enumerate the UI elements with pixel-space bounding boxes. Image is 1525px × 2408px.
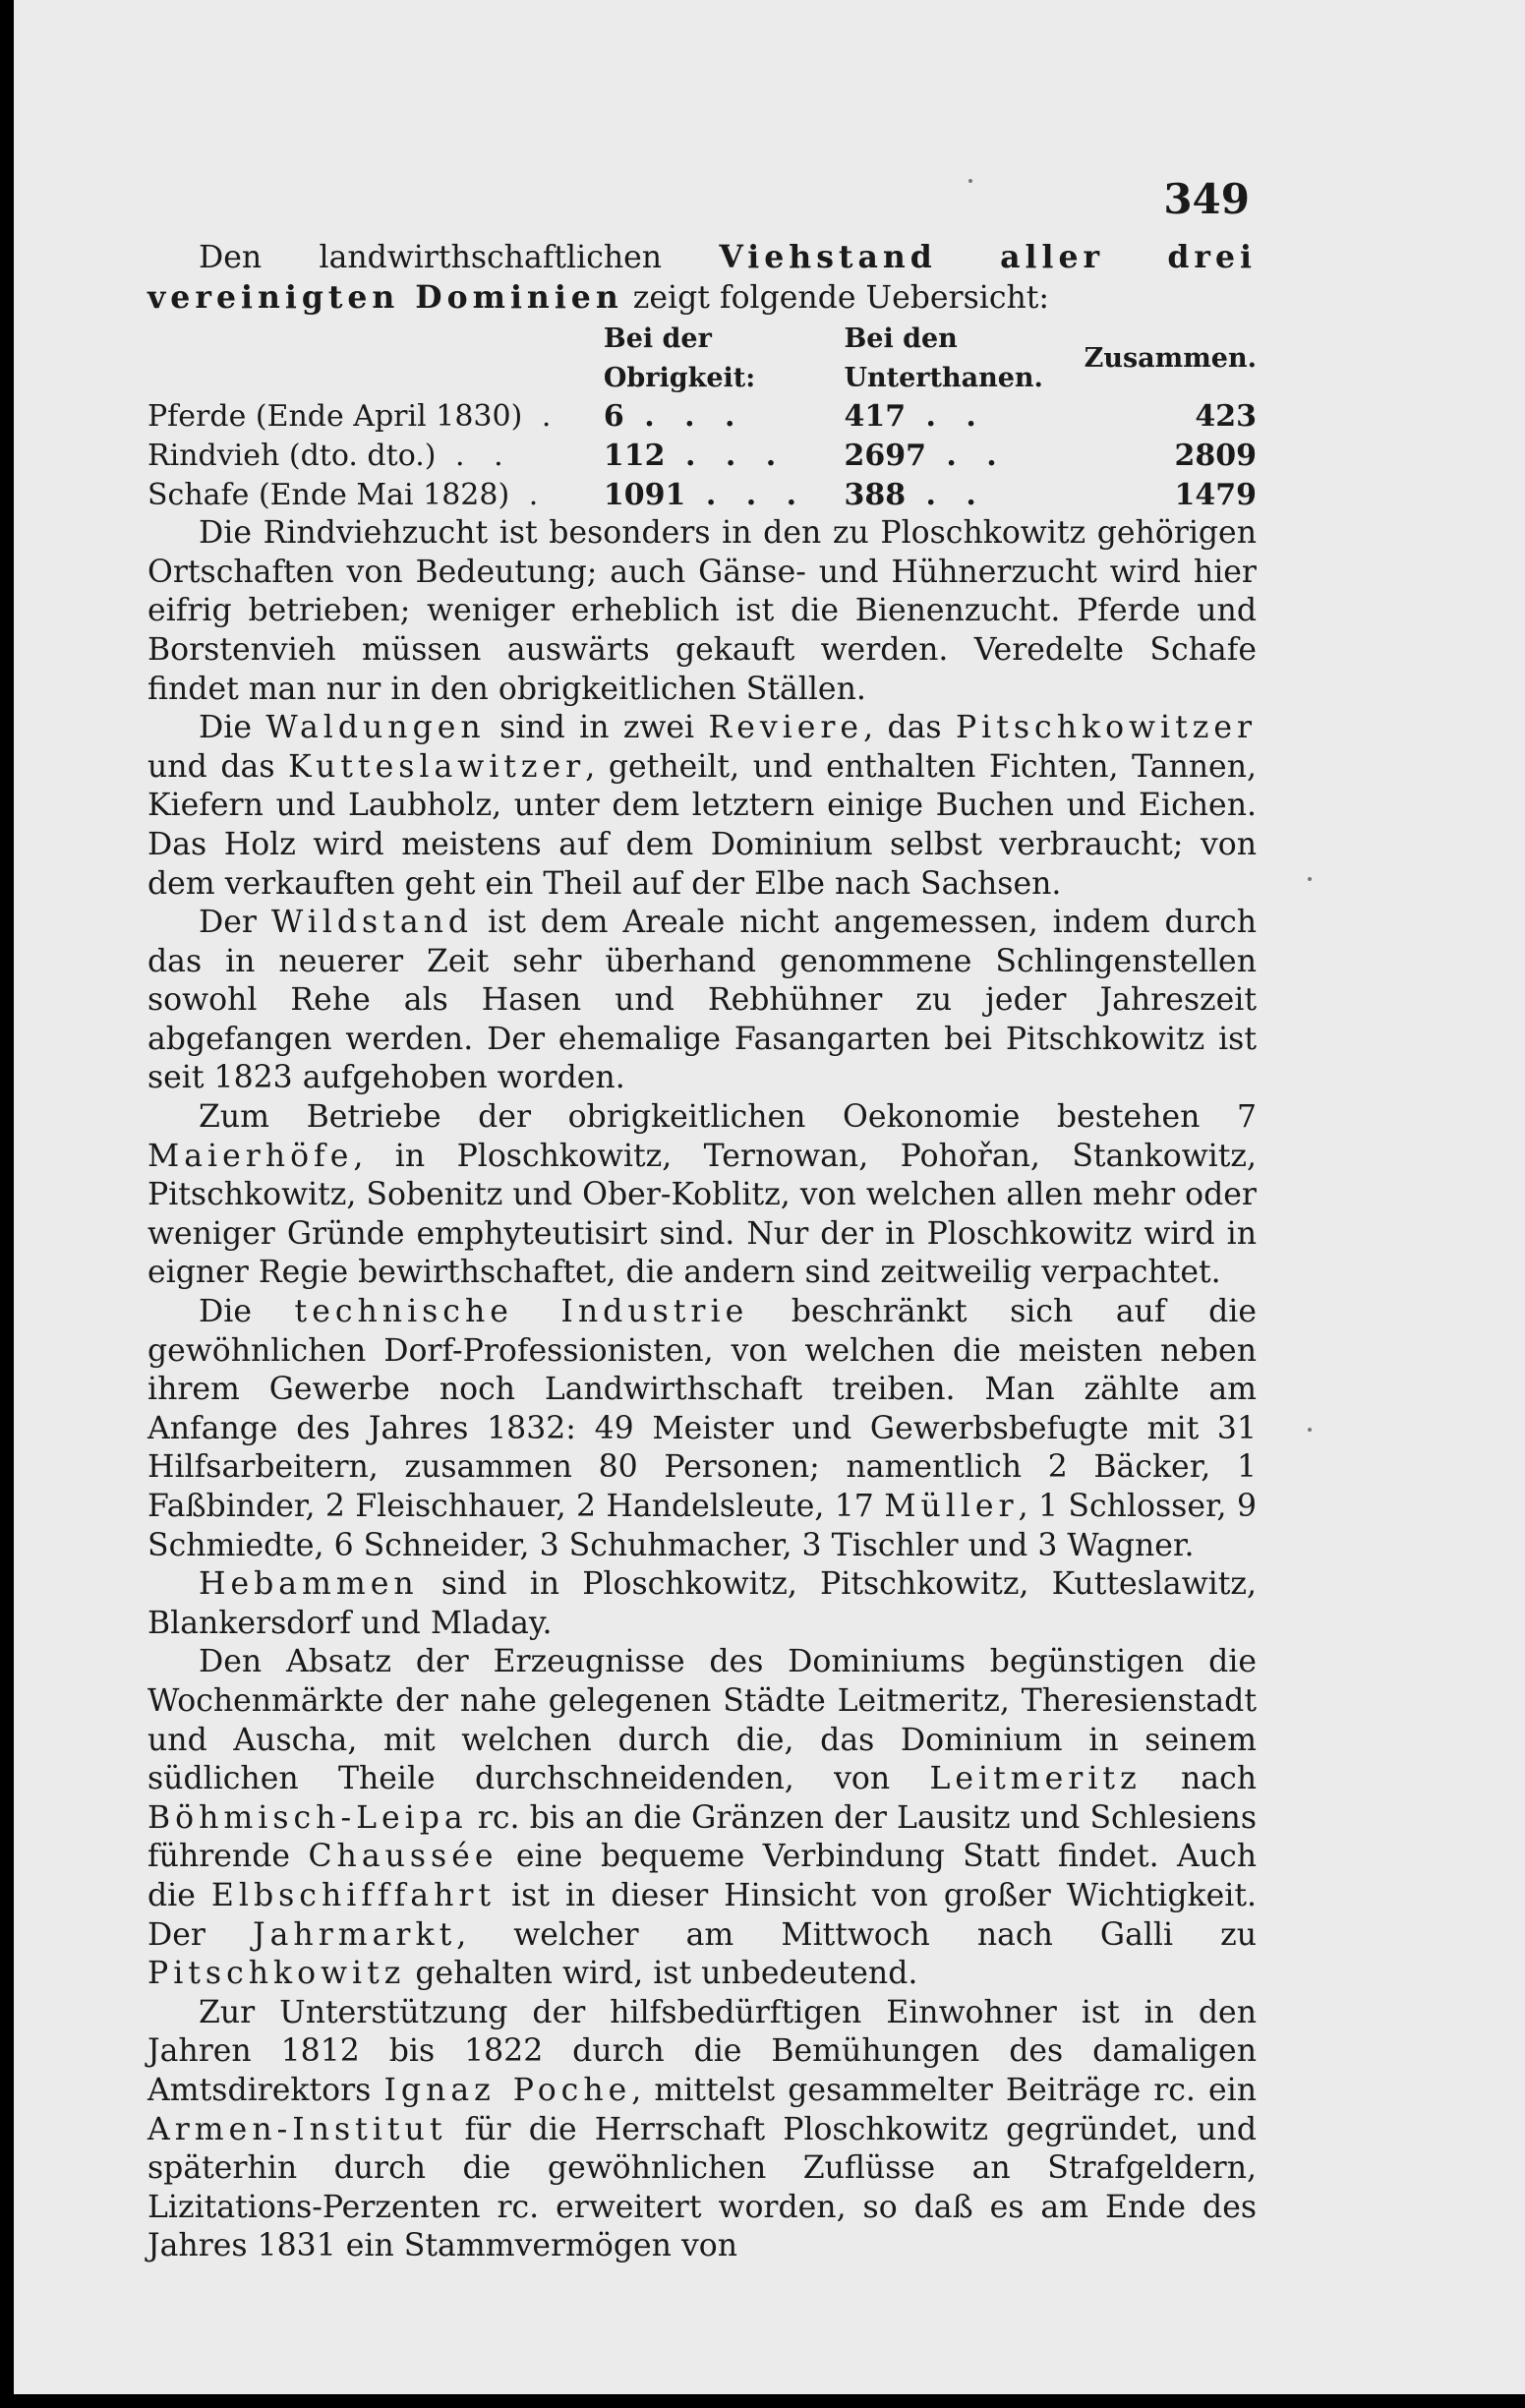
spaced-term: Maierhöfe — [147, 1138, 354, 1174]
paragraph-rindvieh: Die Rindviehzucht ist besonders in den zu Ploschkowitz gehörigen Ortschaften von Bedeutung; auch Gänse- und Hühnerzucht wird hier eifrig betrieben; weniger erheblich ist die Bienenzucht. Pferde und Borstenvieh müssen auswärts gekauft werden. Veredelte Schafe findet man nur in den obrigkeitlichen Ställen. — [147, 515, 1257, 707]
scan-edge-bottom — [0, 2394, 1525, 2408]
paragraph-waldungen: Die Waldungen sind in zwei Reviere, das Pitschkowitzer und das Kutteslawitzer, getheilt, und enthalten Fichten, Tannen, Kiefern und Laubholz, unter dem letztern einige Buchen und Eichen. Das Holz wird meistens auf dem Dominium selbst verbraucht; von dem verkauften geht ein Theil auf der Elbe nach Sachsen. — [147, 710, 1258, 902]
spaced-term: Leitmeritz — [929, 1761, 1142, 1797]
table-row — [147, 476, 1257, 515]
paragraph-industrie: Die technische Industrie beschränkt sich auf die gewöhnlichen Dorf-Professionisten, von welchen die meisten neben ihrem Gewerbe noch Landwirthschaft treiben. Man zählte am Anfange des Jahres 1832: 49 Meister und Gewerbsbefugte mit 31 Hilfsarbeitern, zusammen 80 Personen; namentlich 2 Bäcker, 1 Faßbinder, 2 Fleischhauer, 2 Handelsleute, 17 Müller, 1 Schlosser, 9 Schmiedte, 6 Schneider, 3 Schuhmacher, 3 Tischler und 3 Wagner. — [147, 1294, 1257, 1563]
page-text — [147, 238, 1257, 2266]
livestock-table — [147, 320, 1257, 514]
spaced-term: Ignaz Poche — [383, 2072, 632, 2108]
spaced-term: Müller — [884, 1489, 1019, 1524]
page-number: 349 — [1163, 175, 1250, 223]
paper-speck — [968, 179, 972, 183]
scan-edge-left — [0, 0, 14, 2408]
cell-unterthanen: 2697 . . — [844, 438, 1007, 473]
spaced-term: Hebammen — [199, 1566, 419, 1603]
intro-text: Den landwirthschaftlichen — [199, 240, 663, 275]
paragraph-armen-institut: Zur Unterstützung der hilfsbedürftigen Einwohner ist in den Jahren 1812 bis 1822 durch die Bemühungen des damaligen Amtsdirektors Ignaz Poche, mittelst gesammelter Beiträge rc. ein Armen-Institut für die Herrschaft Ploschkowitz gegründet, und späterhin durch die gewöhnlichen Zuflüsse an Strafgeldern, Lizitations-Perzenten rc. erweitert worden, so daß es am Ende des Jahres 1831 ein Stammvermögen von — [147, 1994, 1258, 2264]
cell-obrigkeit: 6 . . . — [603, 399, 745, 435]
spaced-term: technische Industrie — [294, 1294, 749, 1330]
paragraph-absatz: Den Absatz der Erzeugnisse des Dominiums begünstigen die Wochenmärkte der nahe gelegenen Städte Leitmeritz, Theresienstadt und Auscha, mit welchen durch die, das Dominium in seinem südlichen Theile durchschneidenden, von Leitmeritz nach Böhmisch-Leipa rc. bis an die Gränzen der Lausitz und Schlesiens führende Chaussée eine bequeme Verbindung Statt findet. Auch die Elbschifffahrt ist in dieser Hinsicht von großer Wichtigkeit. Der Jahrmarkt, welcher am Mittwoch nach Galli zu Pitschkowitz gehalten wird, ist unbedeutend. — [147, 1644, 1258, 1992]
spaced-term: Kutteslawitzer — [288, 748, 586, 785]
intro-spaced-term: Viehstand aller drei vereinigten Dominien — [147, 239, 1257, 316]
row-label: Rindvieh (dto. dto.) . . — [147, 438, 513, 473]
cell-zusammen: 2809 — [1174, 438, 1257, 473]
cell-unterthanen: 388 . . — [844, 477, 986, 512]
spaced-term: Armen-Institut — [147, 2111, 447, 2147]
table-header: Zusammen. — [1084, 342, 1257, 374]
cell-zusammen: 423 — [1195, 399, 1257, 435]
spaced-term: Pitschkowitz — [147, 1956, 406, 1992]
table-header: Bei der Obrigkeit: — [603, 323, 756, 393]
paragraph-hebammen: Hebammen sind in Ploschkowitz, Pitschkowitz, Kutteslawitz, Blankersdorf und Mladay. — [147, 1566, 1257, 1641]
table-row — [147, 397, 1257, 437]
spaced-term: Elbschifffahrt — [210, 1877, 497, 1913]
intro-paragraph — [147, 238, 1257, 318]
row-label: Pferde (Ende April 1830) . — [147, 399, 561, 435]
paper-speck — [1308, 877, 1312, 881]
spaced-term: Böhmisch-Leipa — [147, 1799, 468, 1836]
row-label: Schafe (Ende Mai 1828) . — [147, 477, 549, 512]
paragraph-maierhoefe: Zum Betriebe der obrigkeitlichen Oekonomie bestehen 7 Maierhöfe, in Ploschkowitz, Ternowan, Pohořan, Stankowitz, Pitschkowitz, Sobenitz und Ober-Koblitz, von welchen allen mehr oder weniger Gründe emphyteutisirt sind. Nur der in Ploschkowitz wird in eigner Regie bewirthschaftet, die andern sind zeitweilig verpachtet. — [147, 1099, 1257, 1291]
spaced-term: Waldungen — [265, 710, 486, 746]
cell-zusammen: 1479 — [1174, 477, 1257, 512]
table-header-row — [147, 320, 1257, 397]
table-header — [147, 320, 604, 397]
paragraph-wildstand: Der Wildstand ist dem Areale nicht angemessen, indem durch das in neuerer Zeit sehr überhand genommene Schlingenstellen sowohl Rehe als Hasen und Rebhühner zu jeder Jahreszeit abgefangen werden. Der ehemalige Fasangarten bei Pitschkowitz ist seit 1823 aufgehoben worden. — [147, 905, 1257, 1096]
intro-text: zeigt folgende Uebersicht: — [632, 279, 1050, 316]
table-row — [147, 437, 1257, 476]
cell-obrigkeit: 112 . . . — [603, 438, 787, 473]
table-header: Bei den Unterthanen. — [844, 323, 1043, 393]
spaced-term: Pitschkowitzer — [955, 710, 1258, 746]
paper-speck — [1308, 1428, 1312, 1432]
cell-obrigkeit: 1091 . . . — [603, 477, 807, 512]
spaced-term: Jahrmarkt — [253, 1916, 457, 1953]
spaced-term: Reviere — [708, 710, 864, 746]
spaced-term: Chaussée — [308, 1839, 499, 1875]
cell-unterthanen: 417 . . — [844, 399, 986, 435]
spaced-term: Wildstand — [270, 905, 474, 941]
